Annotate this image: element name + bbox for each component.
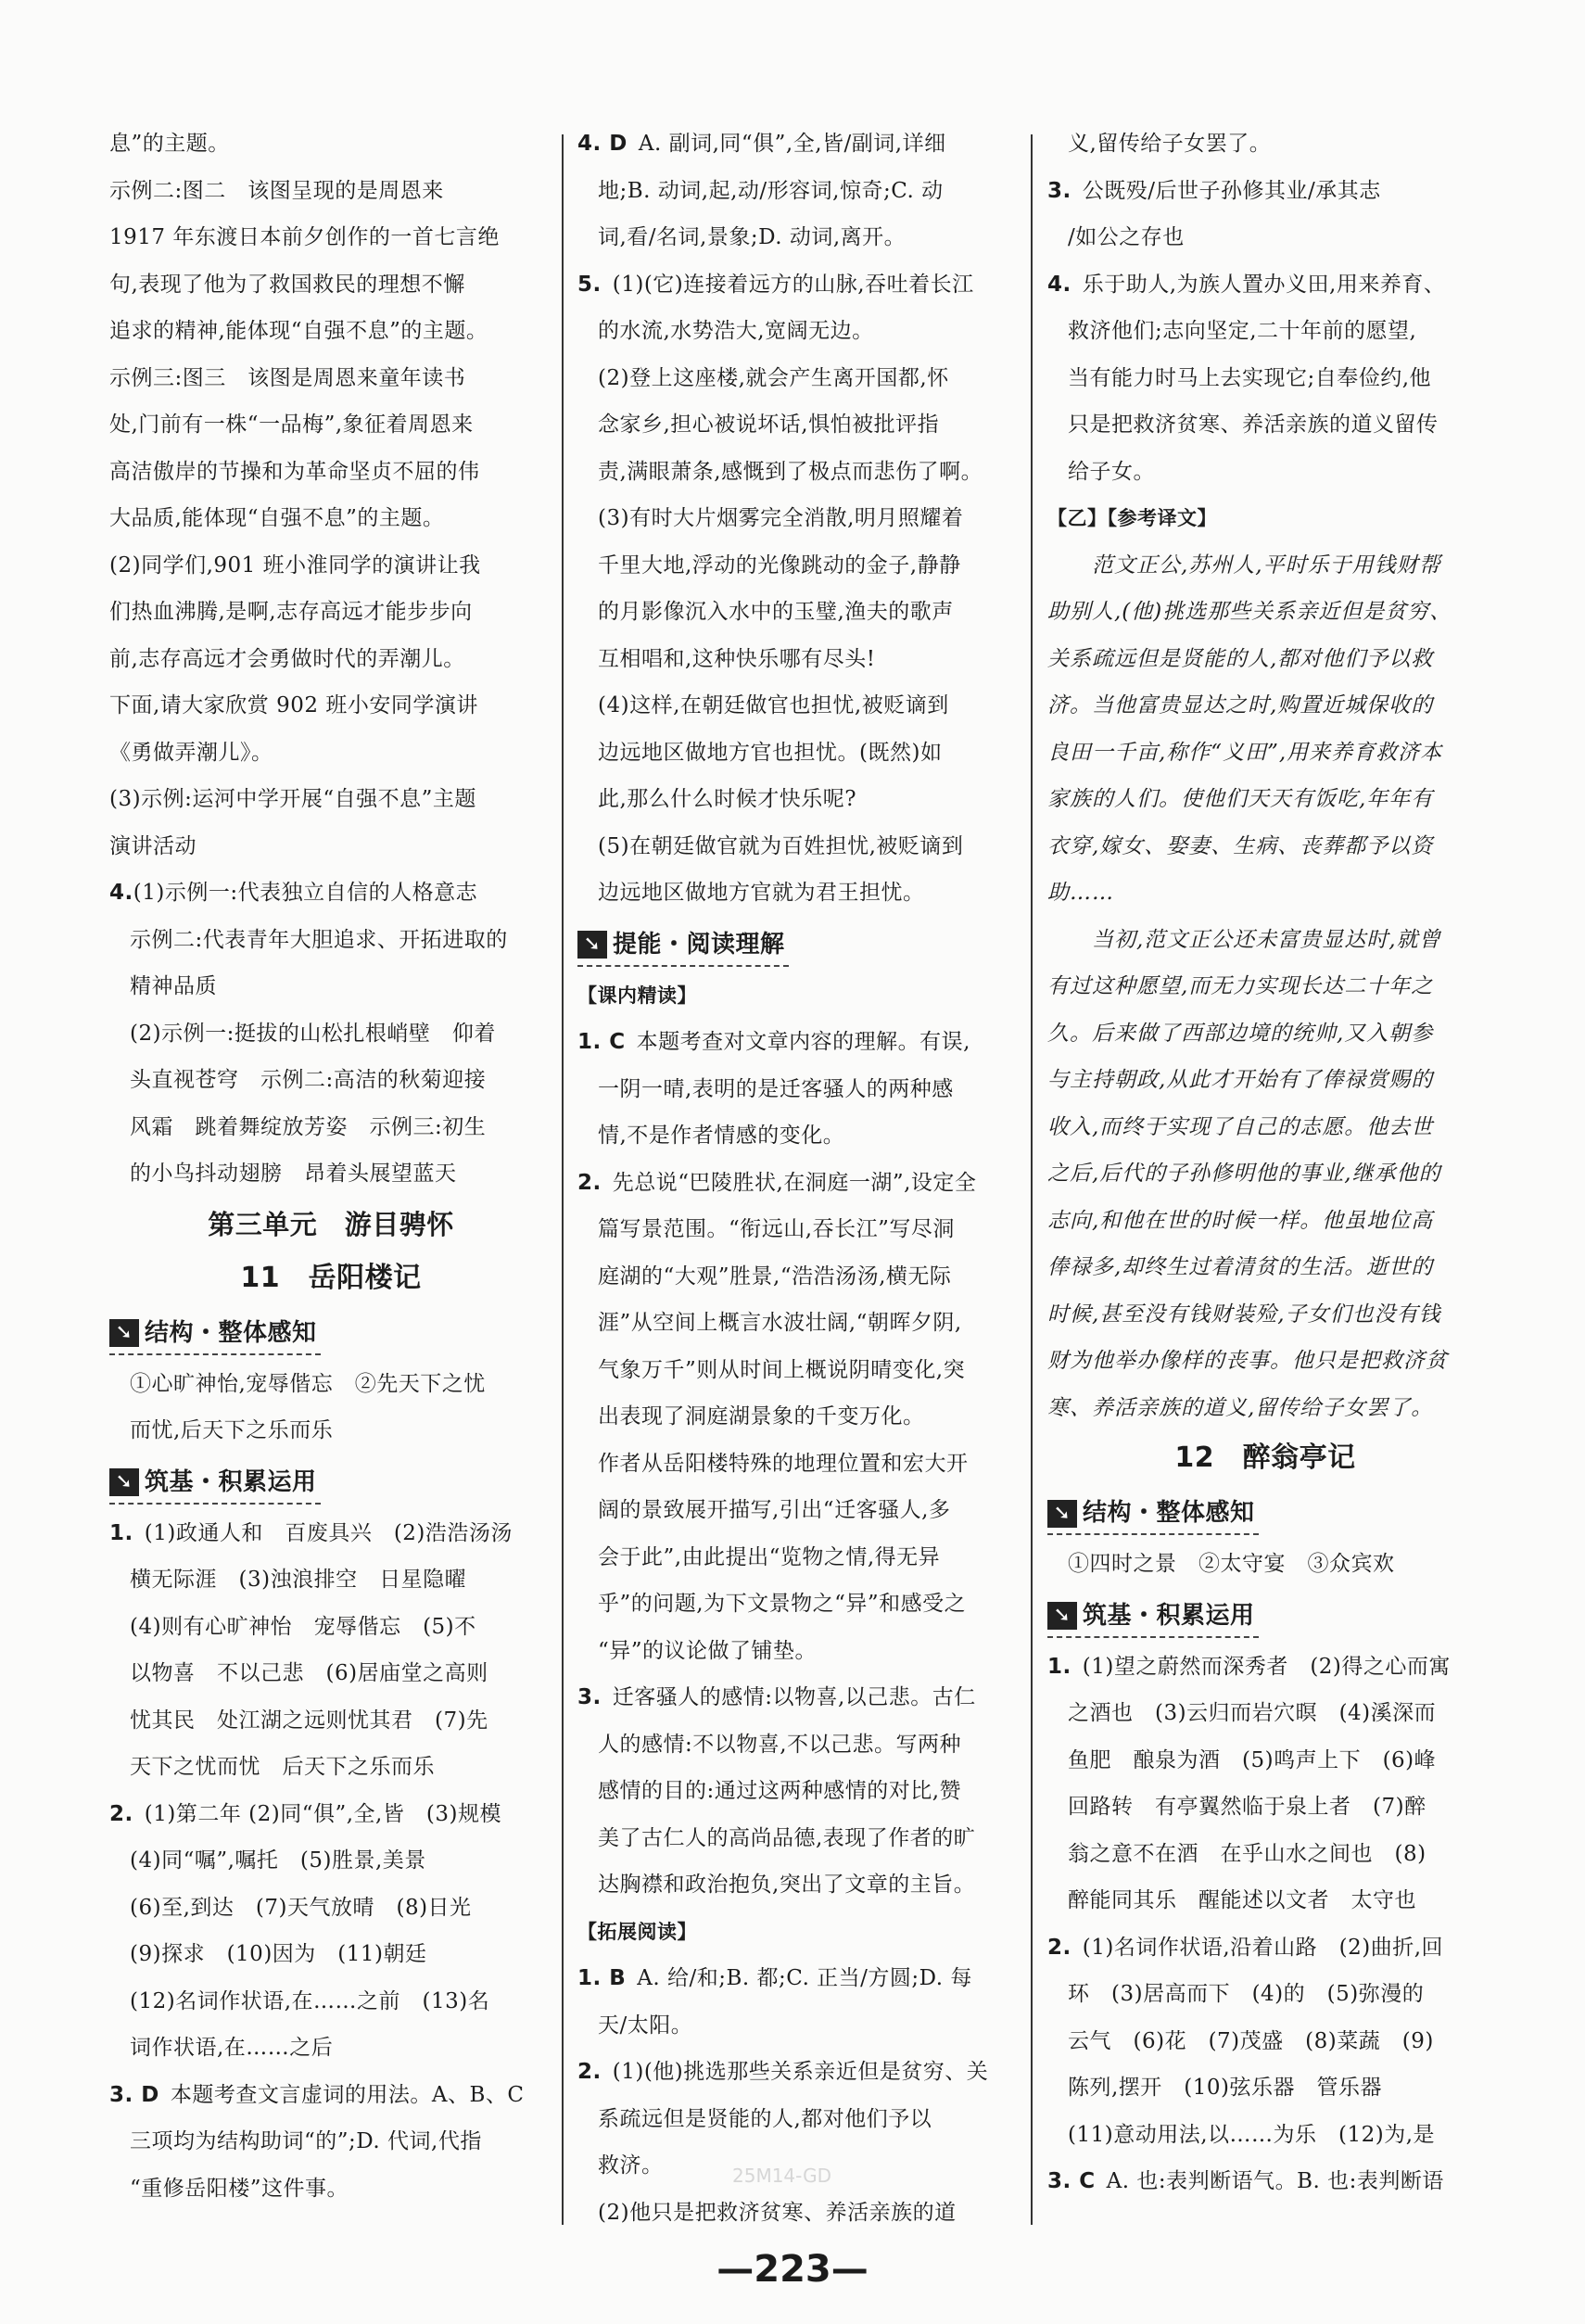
question-block <box>577 1955 1015 2049</box>
text-line: (12)名词作状语,在……之前 (13)名 <box>130 1988 490 2013</box>
question-number: 2. <box>577 1170 602 1195</box>
section-title: 筑基・积累运用 <box>145 1467 317 1496</box>
text-line: 财为他举办像样的丧事。他只是把救济贫 <box>1047 1349 1448 1373</box>
question-line <box>577 1674 1015 1721</box>
text-line: 醉能同其乐 醒能述以文者 太守也 <box>1068 1888 1416 1912</box>
text-line: (2)他只是把救济贫寒、养活亲族的道 <box>598 2200 957 2225</box>
text-line: (4)同“嘱”,嘱托 (5)胜景,美景 <box>130 1848 426 1873</box>
text-line: 一阴一晴,表明的是迁客骚人的两种感 <box>598 1076 954 1101</box>
answer-line: (1)望之蔚然而深秀者 (2)得之心而寓 <box>1082 1654 1451 1679</box>
text-line: “重修岳阳楼”这件事。 <box>130 2176 349 2201</box>
text-line: 天/太阳。 <box>598 2013 693 2038</box>
section-header-structure <box>109 1314 321 1355</box>
text-line: 阔的景致展开描写,引出“迁客骚人,多 <box>598 1498 951 1522</box>
text-line: (9)探求 (10)因为 (11)朝廷 <box>130 1942 427 1966</box>
column-right <box>1047 121 1483 2205</box>
section-title: 结构・整体感知 <box>1083 1499 1255 1527</box>
column-left <box>109 121 552 2212</box>
question-line <box>109 1510 552 1557</box>
text-line: 情,不是作者情感的变化。 <box>598 1124 845 1148</box>
section-header-foundation <box>109 1464 321 1505</box>
lesson-title: 12 醉翁亭记 <box>1174 1441 1356 1474</box>
text-line: 天下之忧而忧 后天下之乐而乐 <box>130 1755 435 1779</box>
text-line: 责,满眼萧条,感慨到了极点而悲伤了啊。 <box>598 459 983 484</box>
question-block <box>577 1019 1015 1160</box>
question-line <box>577 1019 1015 1066</box>
text-line: 念家乡,担心被说坏话,惧怕被批评指 <box>598 413 940 437</box>
text-line: 风霜 跳着舞绽放芳姿 示例三:初生 <box>130 1114 487 1139</box>
text-line: 人的感情:不以物喜,不以己悲。写两种 <box>598 1732 962 1757</box>
question-block <box>577 261 1015 917</box>
text-line: 而忧,后天下之乐而乐 <box>130 1418 334 1442</box>
question-number: 3. D <box>109 2082 159 2107</box>
text-line: 环 (3)居高而下 (4)的 (5)弥漫的 <box>1068 1982 1425 2006</box>
text-line: 气象万千”则从时间上概说阴晴变化,突 <box>598 1357 966 1382</box>
text-line: 回路转 有亭翼然临于泉上者 (7)醉 <box>1068 1795 1426 1819</box>
question-block <box>1047 1924 1483 2159</box>
text-line: 之酒也 (3)云归而岩穴暝 (4)溪深而 <box>1068 1701 1437 1725</box>
text-line: 追求的精神,能体现“自强不息”的主题。 <box>109 319 488 343</box>
text-line: 的小鸟抖动翅膀 昂着头展望蓝天 <box>130 1162 457 1186</box>
answer-line: A. 也:表判断语气。B. 也:表判断语 <box>1106 2169 1444 2193</box>
col1-q4 <box>109 870 552 1198</box>
column-middle <box>577 121 1015 2236</box>
question-number: 5. <box>577 272 602 297</box>
question-block <box>109 1510 552 1791</box>
text-line: 高洁傲岸的节操和为革命坚贞不屈的伟 <box>109 459 480 484</box>
question-line <box>109 1791 552 1838</box>
text-line: 前,志存高远才会勇做时代的弄潮儿。 <box>109 646 465 671</box>
section-title: 结构・整体感知 <box>145 1318 317 1347</box>
section-title: 提能・阅读理解 <box>613 930 785 959</box>
text-line: 达胸襟和政治抱负,突出了文章的主旨。 <box>598 1873 976 1897</box>
text-line: (11)意动用法,以……为乐 (12)为,是 <box>1068 2122 1436 2147</box>
text-line: 救济。 <box>598 2153 664 2178</box>
text-line: /如公之存也 <box>1068 225 1185 249</box>
arrow-icon: ➘ <box>577 931 607 959</box>
text-line: 济。当他富贵显达之时,购置近城保收的 <box>1047 693 1434 718</box>
text-line: ①四时之景 ②太守宴 ③众宾欢 <box>1068 1552 1395 1576</box>
text-line: 收入,而终于实现了自己的志愿。他去世 <box>1047 1114 1434 1139</box>
question-line <box>577 2049 1015 2096</box>
text-line: 的月影像沉入水中的玉璧,渔夫的歌声 <box>598 600 954 624</box>
text-line: 助别人,(他)挑选那些关系亲近但是贫穷、 <box>1047 600 1452 624</box>
text-line: 之后,后代的子孙修明他的事业,继承他的 <box>1047 1162 1441 1186</box>
question-line <box>1047 1924 1483 1972</box>
text-line: 作者从岳阳楼特殊的地理位置和宏大开 <box>598 1451 969 1476</box>
text-line: 地;B. 动词,起,动/形容词,惊奇;C. 动 <box>598 178 944 203</box>
answer-line: (1)名词作状语,沿着山路 (2)曲折,回 <box>1082 1935 1444 1960</box>
text-line: (3)有时大片烟雾完全消散,明月照耀着 <box>598 506 964 530</box>
question-block <box>577 121 1015 261</box>
text-line: 下面,请大家欣赏 902 班小安同学演讲 <box>109 693 478 718</box>
text-line: 久。后来做了西部边境的统帅,又入朝参 <box>1047 1021 1434 1046</box>
answer-line: A. 副词,同“俱”,全,皆/副词,详细 <box>638 132 946 156</box>
text-line: 篇写景范围。“衔远山,吞长江”写尽洞 <box>598 1217 955 1241</box>
question-block <box>1047 1644 1483 1924</box>
text-line: 衣穿,嫁女、娶妻、生病、丧葬都予以资 <box>1047 833 1434 858</box>
question-block <box>109 2072 552 2213</box>
text-line: 感情的目的:通过这两种感情的对比,赞 <box>598 1779 962 1803</box>
question-number: 4. D <box>577 132 628 156</box>
text-line: 以物喜 不以己悲 (6)居庙堂之高则 <box>130 1661 488 1685</box>
text-line: 关系疏远但是贤能的人,都对他们予以救 <box>1047 646 1434 671</box>
arrow-icon: ➘ <box>109 1468 139 1496</box>
text-line: 庭湖的“大观”胜景,“浩浩汤汤,横无际 <box>598 1264 952 1289</box>
text-line: 义,留传给子女罢了。 <box>1068 132 1272 156</box>
text-line: (2)登上这座楼,就会产生离开国都,怀 <box>598 365 949 390</box>
question-number: 3. C <box>1047 2169 1096 2193</box>
text-line: 助…… <box>1047 881 1114 905</box>
text-line: 会于此”,由此提出“览物之情,得无异 <box>598 1544 941 1569</box>
page-number: —223— <box>716 2248 869 2291</box>
text-line: 鱼肥 酿泉为酒 (5)鸣声上下 (6)峰 <box>1068 1747 1437 1772</box>
text-line: 演讲活动 <box>109 833 197 858</box>
text-line: 家族的人们。使他们天天有饭吃,年年有 <box>1047 787 1434 811</box>
text-line: 示例三:图三 该图是周恩来童年读书 <box>109 365 466 390</box>
text-line: 给子女。 <box>1068 459 1155 484</box>
text-line: 千里大地,浮动的光像跳动的金子,静静 <box>598 552 961 578</box>
question-line <box>109 2072 552 2119</box>
question-line <box>1047 261 1483 309</box>
text-line: (2)同学们,901 班小淮同学的演讲让我 <box>109 552 481 578</box>
text-line: 处,门前有一株“一品梅”,象征着周恩来 <box>109 413 474 437</box>
question-number: 3. <box>577 1685 602 1709</box>
answer-line: (1)第二年 (2)同“俱”,全,皆 (3)规模 <box>144 1801 501 1826</box>
text-line: 时候,甚至没有钱财装殓,子女们也没有钱 <box>1047 1302 1441 1327</box>
question-block <box>577 1674 1015 1909</box>
text-line: 俸禄多,却终生过着清贫的生活。逝世的 <box>1047 1255 1434 1279</box>
question-number: 3. <box>1047 178 1071 203</box>
section-title: 筑基・积累运用 <box>1083 1601 1255 1630</box>
text-line: (4)则有心旷神怡 宠辱偕忘 (5)不 <box>130 1614 476 1639</box>
question-line <box>577 121 1015 168</box>
answer-line: (1)政通人和 百废具兴 (2)浩浩汤汤 <box>144 1520 513 1545</box>
text-line: 句,表现了他为了救国救民的理想不懈 <box>109 272 465 297</box>
text-line: 当初,范文正公还未富贵显达时,就曾 <box>1047 927 1441 952</box>
lesson-title: 11 岳阳楼记 <box>240 1261 422 1294</box>
arrow-icon: ➘ <box>109 1319 139 1347</box>
text-line: 当有能力时马上去实现它;自奉俭约,他 <box>1068 365 1432 390</box>
question-block <box>577 1160 1015 1675</box>
text-line: 乎”的问题,为下文景物之“异”和感受之 <box>598 1592 967 1616</box>
question-block <box>1047 261 1483 496</box>
text-line: 示例二:代表青年大胆追求、开拓进取的 <box>130 927 508 952</box>
subsection-title: 【拓展阅读】 <box>577 1920 697 1943</box>
text-line: 有过这种愿望,而无力实现长达二十年之 <box>1047 974 1434 998</box>
text-line: (2)示例一:挺拔的山松扎根峭壁 仰着 <box>130 1021 496 1046</box>
question-line <box>577 1955 1015 2002</box>
question-number: 2. <box>109 1801 133 1826</box>
question-number: 1. B <box>577 1966 627 1990</box>
section-header-foundation <box>1047 1597 1259 1638</box>
text-line: (6)至,到达 (7)天气放晴 (8)日光 <box>130 1895 472 1920</box>
question-block <box>1047 168 1483 261</box>
text-line: 寒、养活亲族的道义,留传给子女罢了。 <box>1047 1395 1434 1420</box>
text-line: 涯”从空间上概言水波壮阔,“朝晖夕阴, <box>598 1311 962 1335</box>
question-number: 2. <box>577 2060 602 2084</box>
translation-title: 【乙】【参考译文】 <box>1047 507 1217 529</box>
question-line <box>1047 2158 1483 2205</box>
subsection-title: 【课内精读】 <box>577 984 697 1007</box>
col1-intro <box>109 121 552 870</box>
answer-line: (1)(他)挑选那些关系亲近但是贫穷、关 <box>612 2060 989 2084</box>
question-line <box>577 1160 1015 1207</box>
section-header-reading <box>577 926 789 967</box>
text-line: ①心旷神怡,宠辱偕忘 ②先天下之忧 <box>130 1371 486 1396</box>
text-line: 范文正公,苏州人,平时乐于用钱财帮 <box>1047 552 1441 578</box>
question-block <box>577 2049 1015 2236</box>
text-line: 忧其民 处江湖之远则忧其君 (7)先 <box>130 1708 488 1733</box>
question-number: 1. C <box>577 1030 626 1054</box>
text-line: 息”的主题。 <box>109 132 230 156</box>
text-line: (3)示例:运河中学开展“自强不息”主题 <box>109 787 476 811</box>
text-line: 互相唱和,这种快乐哪有尽头! <box>598 646 876 671</box>
text-line: (5)在朝廷做官就为百姓担忧,被贬谪到 <box>598 833 964 858</box>
text-line: 出表现了洞庭湖景象的千变万化。 <box>598 1404 925 1429</box>
text-line: 的水流,水势浩大,宽阔无边。 <box>598 319 874 343</box>
text-line: 边远地区做地方官也担忧。(既然)如 <box>598 740 943 765</box>
column-divider-left <box>562 134 564 2225</box>
text-line: 头直视苍穹 示例二:高洁的秋菊迎接 <box>130 1068 487 1092</box>
answer-line: (1)示例一:代表独立自信的人格意志 <box>133 881 478 905</box>
answer-line: 迁客骚人的感情:以物喜,以己悲。古仁 <box>612 1685 976 1709</box>
answer-line: 先总说“巴陵胜状,在洞庭一湖”,设定全 <box>612 1170 977 1195</box>
text-line: 美了古仁人的高尚品德,表现了作者的旷 <box>598 1825 976 1850</box>
question-number: 2. <box>1047 1935 1071 1960</box>
answer-line: 本题考查对文章内容的理解。有误, <box>636 1030 970 1054</box>
text-line: 系疏远但是贤能的人,都对他们予以 <box>598 2106 932 2131</box>
question-number: 4. <box>109 881 133 905</box>
question-line <box>1047 168 1483 215</box>
text-line: 大品质,能体现“自强不息”的主题。 <box>109 506 445 530</box>
text-line: (4)这样,在朝廷做官也担忧,被贬谪到 <box>598 693 949 718</box>
text-line: “异”的议论做了铺垫。 <box>598 1638 818 1663</box>
question-line <box>577 261 1015 309</box>
text-line: 只是把救济贫寒、养活亲族的道义留传 <box>1068 413 1439 437</box>
question-number: 1. <box>1047 1654 1071 1679</box>
text-line: 良田一千亩,称作“义田”,用来养育救济本 <box>1047 740 1443 765</box>
answer-line: A. 给/和;B. 都;C. 正当/方圆;D. 每 <box>637 1966 972 1990</box>
watermark: 25M14-GD <box>732 2165 832 2187</box>
text-line: 边远地区做地方官就为君王担忧。 <box>598 881 925 905</box>
question-line <box>1047 1644 1483 1691</box>
text-line: 云气 (6)花 (7)茂盛 (8)菜蔬 (9) <box>1068 2028 1434 2053</box>
arrow-icon: ➘ <box>1047 1500 1077 1528</box>
text-line: 与主持朝政,从此才开始有了俸禄赏赐的 <box>1047 1068 1434 1092</box>
question-block <box>1047 2158 1483 2205</box>
text-line: 示例二:图二 该图呈现的是周恩来 <box>109 178 444 203</box>
answer-line: 本题考查文言虚词的用法。A、B、C <box>170 2082 525 2107</box>
answer-line: 公既殁/后世子孙修其业/承其志 <box>1082 178 1381 203</box>
text-line: 精神品质 <box>130 974 217 998</box>
text-line: 翁之意不在酒 在乎山水之间也 (8) <box>1068 1841 1426 1866</box>
text-line: 横无际涯 (3)浊浪排空 日星隐曜 <box>130 1568 467 1592</box>
text-line: 救济他们;志向坚定,二十年前的愿望, <box>1068 319 1417 343</box>
question-number: 1. <box>109 1520 133 1545</box>
text-line: 志向,和他在世的时候一样。他虽地位高 <box>1047 1208 1434 1233</box>
answer-line: 乐于助人,为族人置办义田,用来养育、 <box>1082 272 1446 297</box>
text-line: 此,那么什么时候才快乐呢? <box>598 787 857 811</box>
text-line: 词,看/名词,景象;D. 动词,离开。 <box>598 225 907 249</box>
text-line: 1917 年东渡日本前夕创作的一首七言绝 <box>109 225 500 249</box>
text-line: 《勇做弄潮儿》。 <box>109 740 273 765</box>
unit-title: 第三单元 游目骋怀 <box>208 1208 454 1240</box>
arrow-icon: ➘ <box>1047 1602 1077 1630</box>
question-number: 4. <box>1047 272 1071 297</box>
answer-line: (1)(它)连接着远方的山脉,吞吐着长江 <box>612 272 974 297</box>
section-header-structure <box>1047 1494 1259 1535</box>
text-line: 三项均为结构助词“的”;D. 代词,代指 <box>130 2129 482 2153</box>
text-line: 们热血沸腾,是啊,志存高远才能步步向 <box>109 600 473 624</box>
text-line: 陈列,摆开 (10)弦乐器 管乐器 <box>1068 2076 1383 2100</box>
text-line: 词作状语,在……之后 <box>130 2036 334 2060</box>
column-divider-right <box>1031 134 1033 2225</box>
question-block <box>109 1791 552 2072</box>
